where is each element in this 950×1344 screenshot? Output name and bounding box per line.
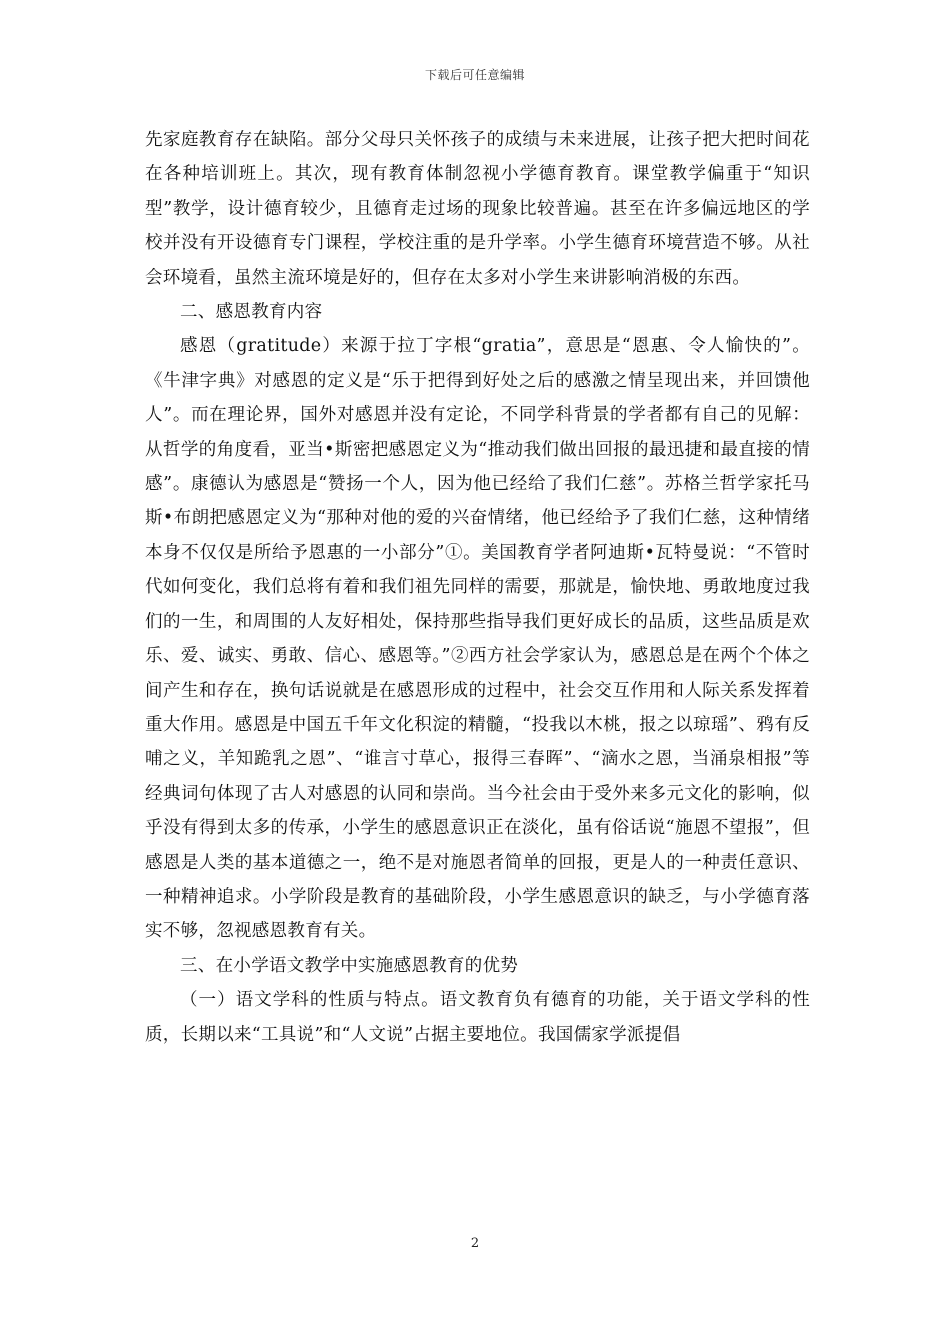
paragraph-subsection-1: （一）语文学科的性质与特点。语文教育负有德育的功能，关于语文学科的性质，长期以来“工具说”和“人文说”占据主要地位。我国儒家学派提倡 bbox=[145, 990, 810, 1045]
paragraph-continued: 先家庭教育存在缺陷。部分父母只关怀孩子的成绩与未来进展，让孩子把大把时间花在各种培训班上。其次，现有教育体制忽视小学德育教育。课堂教学偏重于“知识型”教学，设计德育较少，且德育走过场的现象比较普遍。甚至在许多偏远地区的学校并没有开设德育专门课程，学校注重的是升学率。小学生德育环境营造不够。从社会环境看，虽然主流环境是好的，但存在太多对小学生来讲影响消极的东西。 bbox=[145, 130, 810, 288]
page-header: 下载后可任意编辑 bbox=[424, 68, 525, 82]
paragraph-gratitude-definition: 感恩（gratitude）来源于拉丁字根“gratia”，意思是“恩惠、令人愉快的”。《牛津字典》对感恩的定义是“乐于把得到好处之后的感激之情呈现出来，并回馈他人”。而在理论界，国外对感恩并没有定论，不同学科背景的学者都有自己的见解：从哲学的角度看，亚当•斯密把感恩定义为“推动我们做出回报的最迅捷和最直接的情感”。康德认为感恩是“赞扬一个人，因为他已经给了我们仁慈”。苏格兰哲学家托马斯•布朗把感恩定义为“那种对他的爱的兴奋情绪，他已经给予了我们仁慈，这种情绪本身不仅仅是所给予恩惠的一小部分”①。美国教育学者阿迪斯•瓦特曼说：“不管时代如何变化，我们总将有着和我们祖先同样的需要，那就是，愉快地、勇敢地度过我们的一生，和周围的人友好相处，保持那些指导我们更好成长的品质，这些品质是欢乐、爱、诚实、勇敢、信心、感恩等。”②西方社会学家认为，感恩总是在两个个体之间产生和存在，换句话说就是在感恩形成的过程中，社会交互作用和人际关系发挥着重大作用。感恩是中国五千年文化积淀的精髓，“投我以木桃，报之以琼瑶”、鸦有反哺之义，羊知跪乳之恩”、“谁言寸草心，报得三春晖”、“滴水之恩，当涌泉相报”等经典词句体现了古人对感恩的认同和崇尚。当今社会由于受外来多元文化的影响，似乎没有得到太多的传承，小学生的感恩意识正在淡化，虽有俗话说“施恩不望报”，但感恩是人类的基本道德之一，绝不是对施恩者简单的回报，更是人的一种责任意识、一种精神追求。小学阶段是教育的基础阶段，小学生感恩意识的缺乏，与小学德育落实不够，忽视感恩教育有关。 bbox=[145, 336, 810, 942]
page-number: 2 bbox=[470, 1236, 480, 1251]
document-body bbox=[145, 123, 810, 1052]
section-heading-2: 二、感恩教育内容 bbox=[180, 302, 323, 323]
section-heading-3: 三、在小学语文教学中实施感恩教育的优势 bbox=[180, 955, 519, 976]
